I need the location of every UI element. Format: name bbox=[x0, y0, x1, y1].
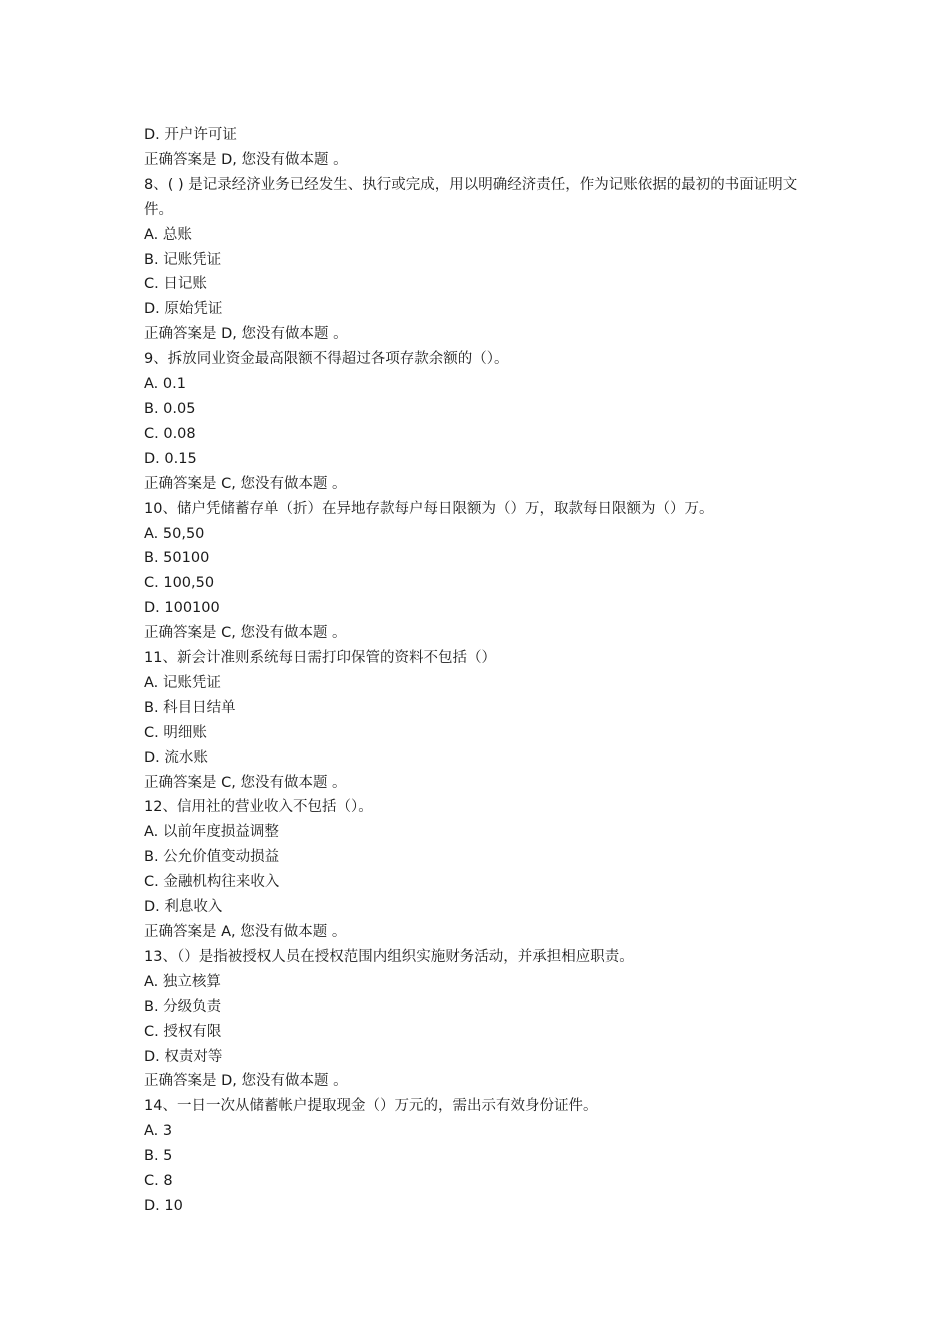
answer-line: 正确答案是 A, 您没有做本题 。 bbox=[144, 924, 347, 940]
option-line: B. 记账凭证 bbox=[144, 251, 222, 268]
option-line: B. 5 bbox=[144, 1148, 173, 1165]
option-line: D. 100100 bbox=[144, 600, 220, 617]
option-line: B. 分级负责 bbox=[144, 998, 222, 1015]
option-line: A. 3 bbox=[144, 1123, 173, 1140]
question-line: 10、储户凭储蓄存单（折）在异地存款每户每日限额为（）万，取款每日限额为（）万。 bbox=[144, 500, 714, 517]
option-line: C. 100,50 bbox=[144, 575, 215, 592]
option-line: C. 0.08 bbox=[144, 425, 196, 442]
option-line: D. 0.15 bbox=[144, 450, 197, 467]
option-line: D. 开户许可证 bbox=[144, 127, 237, 143]
option-line: D. 利息收入 bbox=[144, 899, 223, 916]
answer-line: 正确答案是 D, 您没有做本题 。 bbox=[144, 326, 348, 343]
option-line: A. 总账 bbox=[144, 226, 192, 243]
option-line: A. 独立核算 bbox=[144, 973, 221, 990]
option-line: C. 8 bbox=[144, 1173, 173, 1190]
option-line: B. 0.05 bbox=[144, 400, 196, 417]
answer-line: 正确答案是 D, 您没有做本题 。 bbox=[144, 151, 348, 168]
answer-line: 正确答案是 C, 您没有做本题 。 bbox=[144, 774, 347, 791]
option-line: C. 金融机构往来收入 bbox=[144, 874, 280, 891]
option-line: D. 原始凭证 bbox=[144, 301, 223, 318]
document-body bbox=[144, 123, 814, 1219]
answer-line: 正确答案是 C, 您没有做本题 。 bbox=[144, 625, 347, 642]
option-line: B. 公允价值变动损益 bbox=[144, 849, 280, 866]
question-line: 9、拆放同业资金最高限额不得超过各项存款余额的（）。 bbox=[144, 351, 509, 368]
option-line: D. 权责对等 bbox=[144, 1048, 223, 1065]
question-line: 11、新会计准则系统每日需打印保管的资料不包括（） bbox=[144, 650, 496, 667]
option-line: A. 0.1 bbox=[144, 376, 186, 393]
answer-line: 正确答案是 C, 您没有做本题 。 bbox=[144, 475, 347, 492]
option-line: A. 50,50 bbox=[144, 525, 205, 542]
option-line: A. 以前年度损益调整 bbox=[144, 824, 279, 841]
option-line: B. 科目日结单 bbox=[144, 699, 236, 716]
option-line: C. 日记账 bbox=[144, 276, 207, 293]
option-line: B. 50100 bbox=[144, 550, 210, 567]
option-line: D. 流水账 bbox=[144, 749, 208, 766]
question-line: 14、一日一次从储蓄帐户提取现金（）万元的，需出示有效身份证件。 bbox=[144, 1098, 598, 1115]
question-line: 13、（）是指被授权人员在授权范围内组织实施财务活动，并承担相应职责。 bbox=[144, 948, 634, 965]
option-line: C. 授权有限 bbox=[144, 1023, 222, 1040]
option-line: A. 记账凭证 bbox=[144, 674, 221, 691]
answer-line: 正确答案是 D, 您没有做本题 。 bbox=[144, 1073, 348, 1090]
option-line: D. 10 bbox=[144, 1197, 183, 1214]
option-line: C. 明细账 bbox=[144, 724, 207, 741]
question-line: 12、信用社的营业收入不包括（）。 bbox=[144, 799, 373, 816]
question-line: 8、( ) 是记录经济业务已经发生、执行或完成，用以明确经济责任，作为记账依据的最初的书面证明文件。 bbox=[144, 176, 798, 218]
